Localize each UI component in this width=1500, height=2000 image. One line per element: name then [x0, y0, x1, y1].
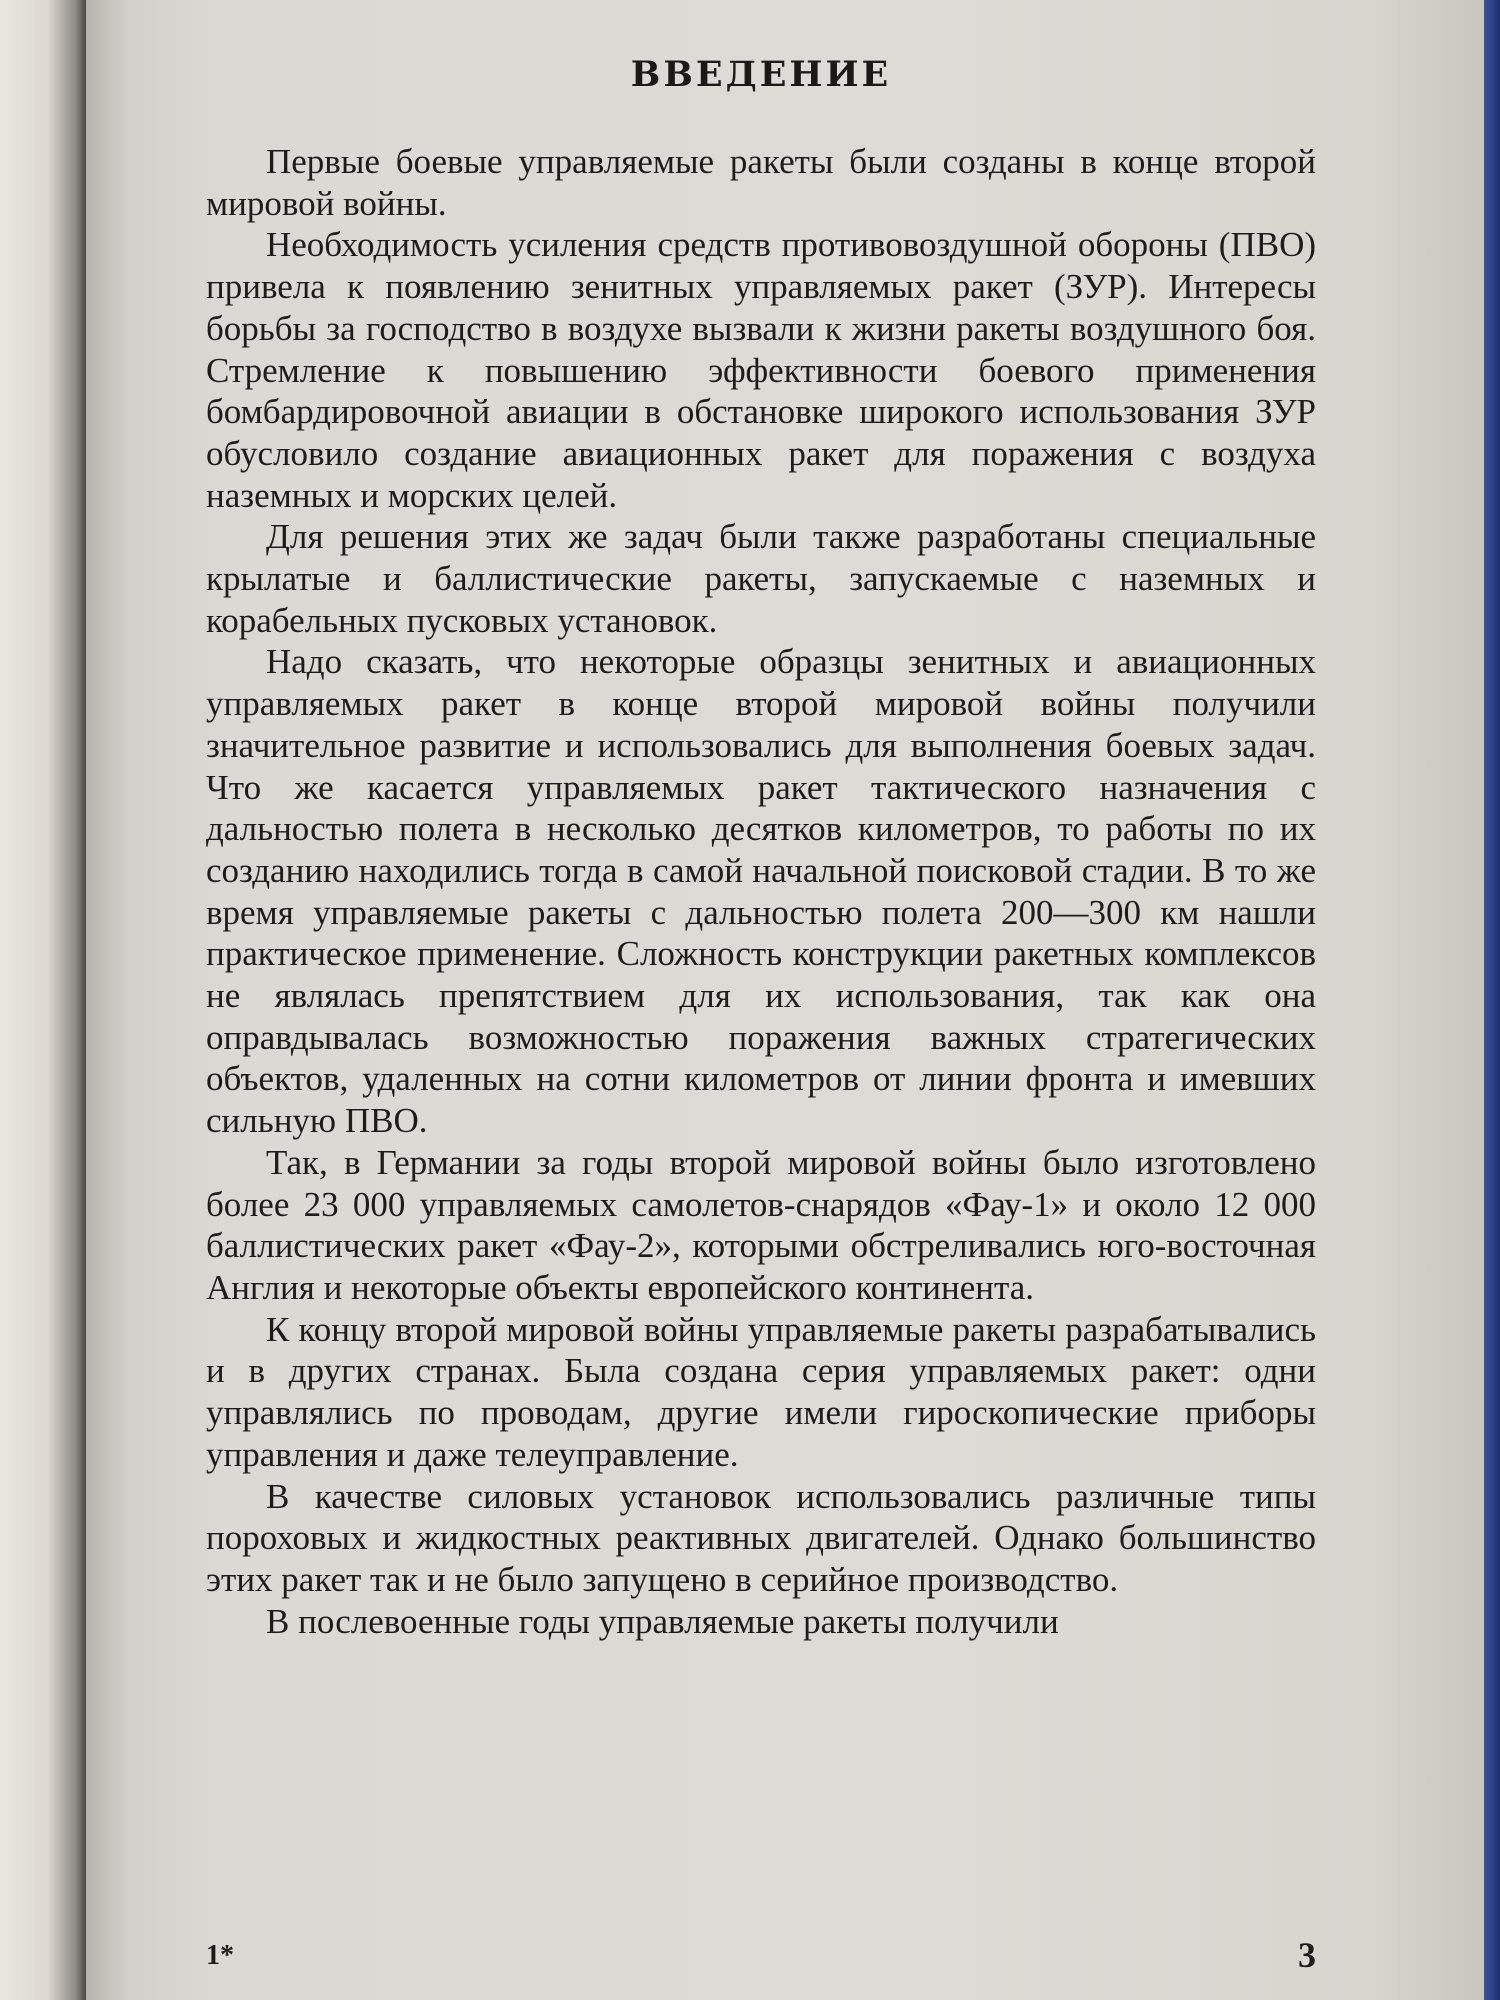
paragraph: Первые боевые управляемые ракеты были созданы в конце второй мировой войны.: [206, 142, 1316, 223]
paragraph: Для решения этих же задач были также разработаны специальные крылатые и баллистические ракеты, запускаемые с наземных и корабельных пусковых установок.: [206, 517, 1316, 640]
chapter-title: ВВЕДЕНИЕ: [630, 54, 892, 95]
paragraph: В послевоенные годы управляемые ракеты получили: [266, 1601, 1059, 1641]
signature-mark: 1*: [206, 1940, 234, 1971]
paragraph: Надо сказать, что некоторые образцы зенитных и авиационных управляемых ракет в конце второй мировой войны получили значительное развитие и использовались для выполнения боевых задач. Что же касается управляемых ракет тактического назначения с дальностью полета в несколько десятков километров, то работы по их созданию находились тогда в самой начальной поисковой стадии. В то же время управляемые ракеты с дальностью полета 200—300 км нашли практическое применение. Сложность конструкции ракетных комплексов не являлась препятствием для их использования, так как она оправдывалась возможностью поражения важных стратегических объектов, удаленных на сотни километров от линии фронта и имевших сильную ПВО.: [206, 642, 1316, 1141]
page-text: [206, 44, 1316, 1642]
paragraph: Так, в Германии за годы второй мировой войны было изготовлено более 23 000 управляемых самолетов-снарядов «Фау-1» и около 12 000 баллистических ракет «Фау-2», которыми обстреливались юго-восточная Англия и некоторые объекты европейского континента.: [206, 1142, 1316, 1307]
paragraph: В качестве силовых установок использовались различные типы пороховых и жидкостных реактивных двигателей. Однако большинство этих ракет так и не было запущено в серийное производство.: [206, 1476, 1316, 1599]
paragraph: Необходимость усиления средств противовоздушной обороны (ПВО) привела к появлению зенитных управляемых ракет (ЗУР). Интересы борьбы за господство в воздухе вызвали к жизни ракеты воздушного боя. Стремление к повышению эффективности боевого применения бомбардировочной авиации в обстановке широкого использования ЗУР обусловило создание авиационных ракет для поражения с воздуха наземных и морских целей.: [206, 225, 1316, 515]
cover-edge: [1484, 0, 1500, 2000]
page-footer: [206, 1935, 1316, 1980]
facing-page-edge: [0, 0, 86, 2000]
paragraph: К концу второй мировой войны управляемые ракеты разрабатывались и в других странах. Была создана серия управляемых ракет: одни управлялись по проводам, другие имели гироскопические приборы управления и даже телеуправление.: [206, 1309, 1316, 1474]
page-number: 3: [1298, 1935, 1316, 1975]
